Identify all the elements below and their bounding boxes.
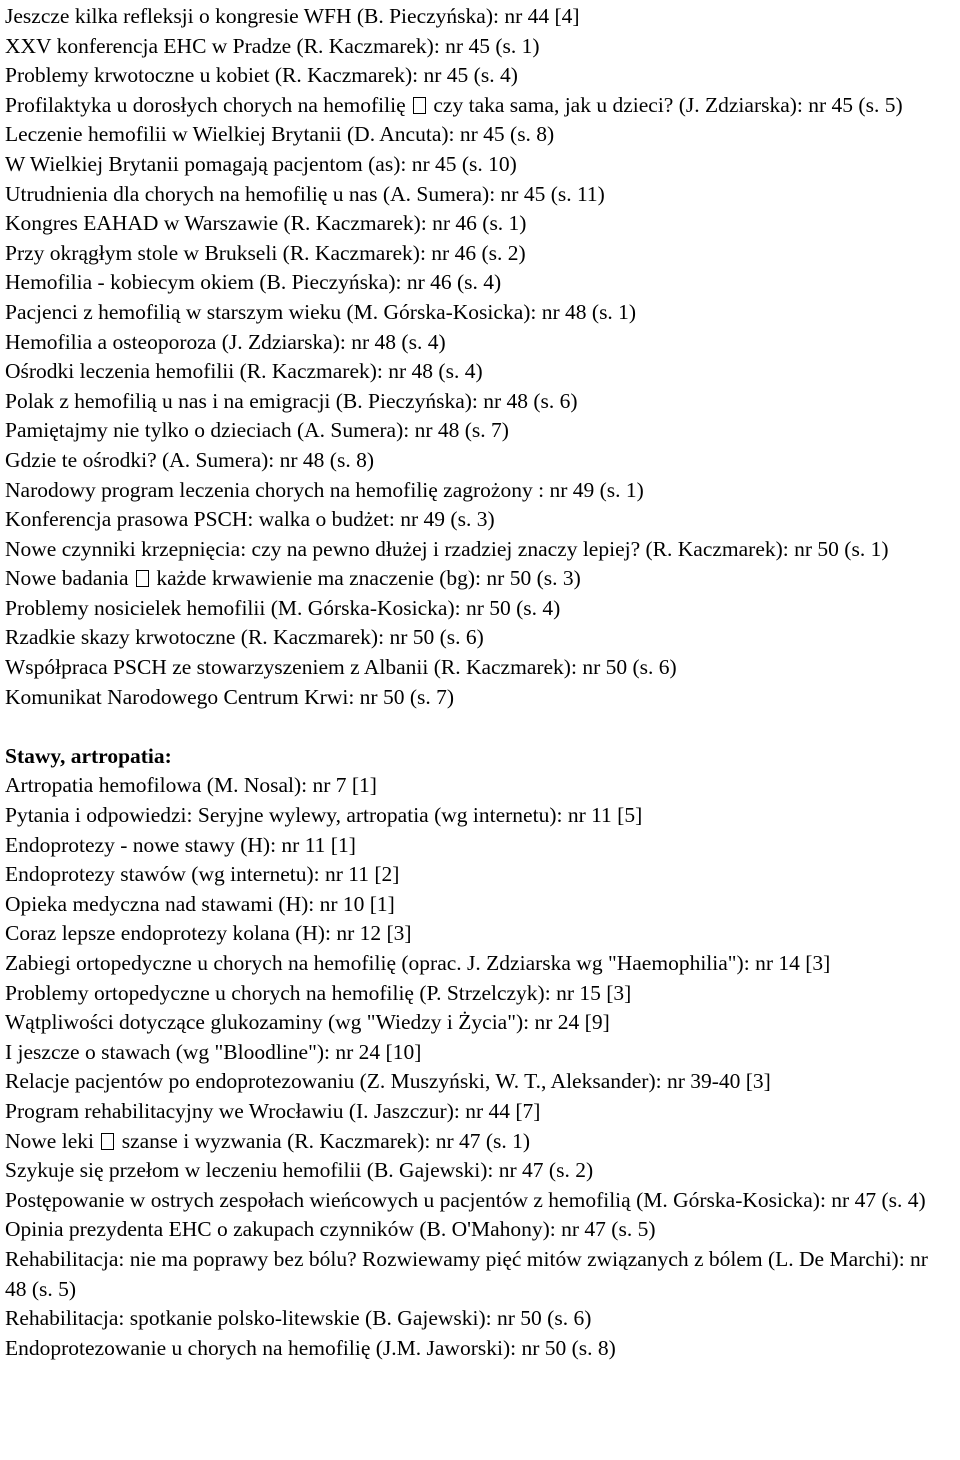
list-item: Rehabilitacja: spotkanie polsko-litewskie (B. Gajewski): nr 50 (s. 6) — [5, 1306, 592, 1331]
list-item: W Wielkiej Brytanii pomagają pacjentom (as): nr 45 (s. 10) — [5, 151, 517, 176]
list-item: Artropatia hemofilowa (M. Nosal): nr 7 [1] — [5, 773, 377, 798]
list-item: Ośrodki leczenia hemofilii (R. Kaczmarek): nr 48 (s. 4) — [5, 359, 483, 384]
section-spacer — [5, 712, 960, 742]
entry-text-part: czy taka sama, jak u dzieci? (J. Zdziarska): nr 45 (s. 5) — [428, 92, 903, 117]
list-item: Coraz lepsze endoprotezy kolana (H): nr 12 [3] — [5, 921, 412, 946]
entry-text-part: każde krwawienie ma znaczenie (bg): nr 50 (s. 3) — [150, 566, 581, 591]
list-item: Hemofilia a osteoporoza (J. Zdziarska): nr 48 (s. 4) — [5, 329, 446, 354]
list-item: Nowe czynniki krzepnięcia: czy na pewno dłużej i rzadziej znaczy lepiej? (R. Kaczmarek): nr 50 (s. 1) — [5, 536, 889, 561]
list-item: Polak z hemofilią u nas i na emigracji (B. Pieczyńska): nr 48 (s. 6) — [5, 388, 578, 413]
list-item: Konferencja prasowa PSCH: walka o budżet: nr 49 (s. 3) — [5, 507, 495, 532]
list-item: Relacje pacjentów po endoprotezowaniu (Z. Muszyński, W. T., Aleksander): nr 39-40 [3] — [5, 1069, 771, 1094]
list-item: Program rehabilitacyjny we Wrocławiu (I. Jaszczur): nr 44 [7] — [5, 1098, 541, 1123]
entry-text-part: szanse i wyzwania (R. Kaczmarek): nr 47 (s. 1) — [116, 1128, 531, 1153]
list-item: Współpraca PSCH ze stowarzyszeniem z Albanii (R. Kaczmarek): nr 50 (s. 6) — [5, 655, 677, 680]
list-item: Hemofilia - kobiecym okiem (B. Pieczyńska): nr 46 (s. 4) — [5, 270, 502, 295]
list-item: Utrudnienia dla chorych na hemofilię u nas (A. Sumera): nr 45 (s. 11) — [5, 181, 605, 206]
list-item: Pamiętajmy nie tylko o dzieciach (A. Sumera): nr 48 (s. 7) — [5, 418, 509, 443]
list-item: Narodowy program leczenia chorych na hemofilię zagrożony : nr 49 (s. 1) — [5, 477, 644, 502]
entry-text-part: Profilaktyka u dorosłych chorych na hemofilię — [5, 92, 412, 117]
list-item: Wątpliwości dotyczące glukozaminy (wg "Wiedzy i Życia"): nr 24 [9] — [5, 1010, 610, 1035]
list-item: Opieka medyczna nad stawami (H): nr 10 [1] — [5, 891, 395, 916]
list-item: Gdzie te ośrodki? (A. Sumera): nr 48 (s. 8) — [5, 447, 374, 472]
missing-glyph-box-icon — [136, 570, 149, 587]
list-item: Problemy krwotoczne u kobiet (R. Kaczmarek): nr 45 (s. 4) — [5, 63, 518, 88]
list-item: Przy okrągłym stole w Brukseli (R. Kaczmarek): nr 46 (s. 2) — [5, 240, 526, 265]
list-item: Leczenie hemofilii w Wielkiej Brytanii (D. Ancuta): nr 45 (s. 8) — [5, 122, 555, 147]
entry-text-part: Nowe badania — [5, 566, 134, 591]
section-heading-joints: Stawy, artropatia: — [5, 743, 172, 768]
list-item: Opinia prezydenta EHC o zakupach czynników (B. O'Mahony): nr 47 (s. 5) — [5, 1217, 656, 1242]
list-item: XXV konferencja EHC w Pradze (R. Kaczmarek): nr 45 (s. 1) — [5, 33, 540, 58]
list-item: Kongres EAHAD w Warszawie (R. Kaczmarek): nr 46 (s. 1) — [5, 211, 527, 236]
missing-glyph-box-icon — [413, 97, 426, 114]
section-list-general — [5, 2, 960, 712]
list-item: Zabiegi ortopedyczne u chorych na hemofilię (oprac. J. Zdziarska wg "Haemophilia"): nr 14 [3] — [5, 951, 831, 975]
list-item: Rehabilitacja: nie ma poprawy bez bólu? Rozwiewamy pięć mitów związanych z bólem (L. De Marchi): nr 48 (s. 5) — [5, 1246, 928, 1301]
entry-text-part: Nowe leki — [5, 1128, 100, 1153]
list-item: Problemy nosicielek hemofilii (M. Górska-Kosicka): nr 50 (s. 4) — [5, 595, 561, 620]
list-item: Jeszcze kilka refleksji o kongresie WFH (B. Pieczyńska): nr 44 [4] — [5, 4, 580, 28]
list-item: Endoprotezy - nowe stawy (H): nr 11 [1] — [5, 832, 356, 857]
list-item — [5, 1127, 960, 1157]
list-item: Szykuje się przełom w leczeniu hemofilii (B. Gajewski): nr 47 (s. 2) — [5, 1158, 594, 1183]
list-item: Rzadkie skazy krwotoczne (R. Kaczmarek): nr 50 (s. 6) — [5, 625, 484, 650]
list-item: Komunikat Narodowego Centrum Krwi: nr 50 (s. 7) — [5, 684, 455, 709]
list-item: Pytania i odpowiedzi: Seryjne wylewy, artropatia (wg internetu): nr 11 [5] — [5, 803, 643, 828]
section-list-joints — [5, 771, 960, 1363]
list-item: Postępowanie w ostrych zespołach wieńcowych u pacjentów z hemofilią (M. Górska-Kosicka): nr 47 (s. 4) — [5, 1187, 926, 1212]
list-item: I jeszcze o stawach (wg "Bloodline"): nr 24 [10] — [5, 1039, 422, 1064]
list-item: Problemy ortopedyczne u chorych na hemofilię (P. Strzelczyk): nr 15 [3] — [5, 980, 632, 1005]
list-item: Pacjenci z hemofilią w starszym wieku (M. Górska-Kosicka): nr 48 (s. 1) — [5, 299, 637, 324]
list-item — [5, 91, 960, 121]
list-item — [5, 564, 960, 594]
list-item: Endoprotezy stawów (wg internetu): nr 11 [2] — [5, 862, 400, 887]
list-item: Endoprotezowanie u chorych na hemofilię (J.M. Jaworski): nr 50 (s. 8) — [5, 1335, 616, 1360]
missing-glyph-box-icon — [101, 1133, 114, 1150]
